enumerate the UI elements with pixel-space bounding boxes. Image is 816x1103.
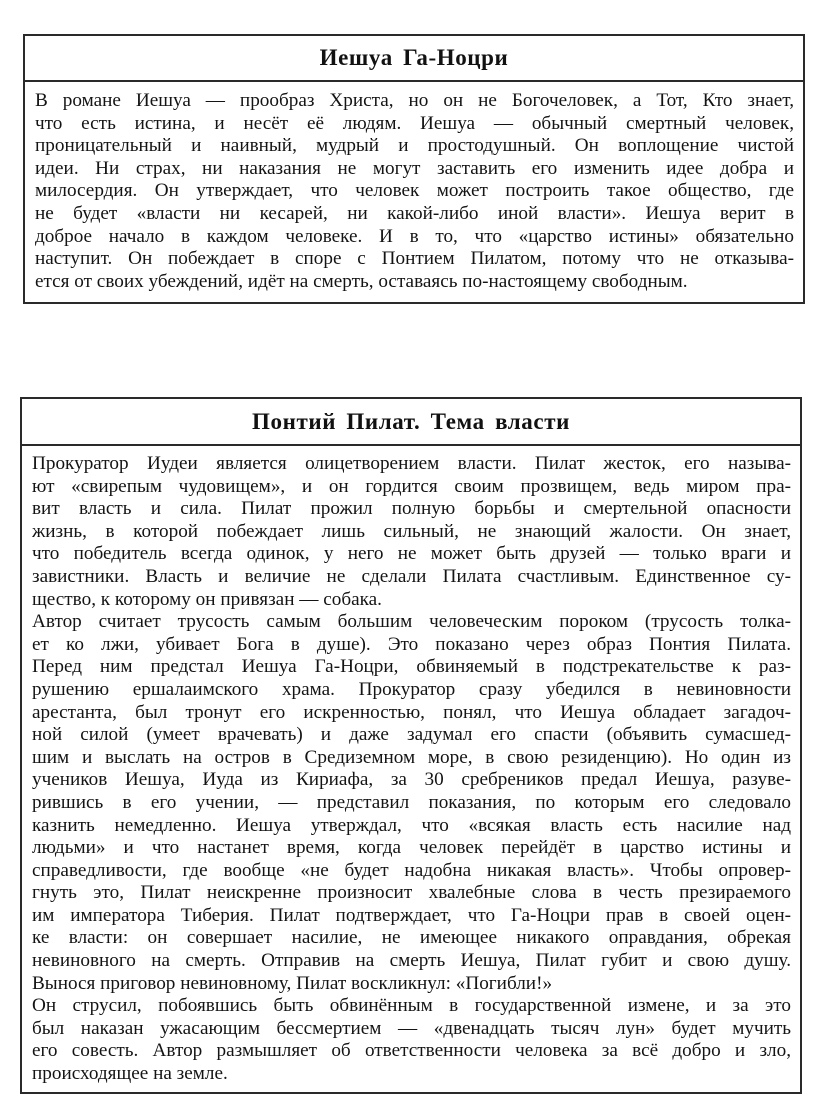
text-line: Автор считает трусость самым большим человеческим пороком (трусость толка-: [32, 611, 791, 633]
text-line: гнуть это, Пилат неискренне произносит хвалебные слова в честь презираемого: [32, 882, 791, 904]
text-line: казнить немедленно. Иешуа утверждал, что «всякая власть есть насилие над: [32, 814, 791, 836]
text-line: идеи. Ни страх, ни наказания не могут заставить его изменить идее добра и: [35, 157, 794, 179]
section-title: Понтий Пилат. Тема власти: [252, 408, 570, 434]
text-line: щество, к которому он привязан — собака.: [32, 588, 382, 610]
text-line: был наказан ужасающим бессмертием — «двенадцать тысяч лун» будет мучить: [32, 1017, 791, 1039]
text-line: вит власть и сила. Пилат прожил полную борьбы и смертельной опасности: [32, 498, 791, 520]
text-line: рившись в его учении, — представил показания, по которым его следовало: [32, 791, 791, 813]
section-pilate: [20, 397, 802, 1094]
text-line: ется от своих убеждений, идёт на смерть, оставаясь по-настоящему свободным.: [35, 270, 688, 292]
text-line: Вынося приговор невиновному, Пилат воскликнул: «Погибли!»: [32, 972, 553, 994]
text-line: что есть истина, и несёт её людям. Иешуа — обычный смертный человек,: [35, 112, 794, 134]
section-body: [25, 82, 803, 293]
text-line: что победитель всегда одинок, у него не может быть друзей — только враги и: [32, 543, 791, 565]
text-line: справедливости, где вообще «не будет надобна никакая власть». Чтобы опровер-: [32, 859, 791, 881]
section-header: [25, 36, 803, 82]
section-body: [22, 446, 800, 1086]
text-line: проницательный и наивный, мудрый и простодушный. Он воплощение чистой: [35, 135, 794, 157]
text-line: ке власти: он совершает насилие, не имеющее никакого оправдания, обрекая: [32, 927, 791, 949]
text-line: Перед ним предстал Иешуа Га-Ноцри, обвиняемый в подстрекательстве к раз-: [32, 656, 791, 678]
text-line: рушению ершалаимского храма. Прокуратор сразу убедился в невиновности: [32, 678, 791, 700]
text-line: учеников Иешуа, Иуда из Кириафа, за 30 сребреников предал Иешуа, разуве-: [32, 769, 791, 791]
section-header: [22, 399, 800, 446]
text-line: его совесть. Автор размышляет об ответственности человека за всё добро и зло,: [32, 1040, 791, 1062]
text-line: шим и выслать на остров в Средиземном море, в свою резиденцию). Но один из: [32, 746, 791, 768]
text-line: не будет «власти ни кесарей, ни какой-либо иной власти». Иешуа верит в: [35, 202, 794, 224]
text-line: Прокуратор Иудеи является олицетворением власти. Пилат жесток, его называ-: [32, 453, 791, 474]
text-line: им императора Тиберия. Пилат подтверждает, что Га-Ноцри прав в своей оцен-: [32, 904, 791, 926]
text-line: ют «свирепым чудовищем», и он гордится своим прозвищем, ведь миром пра-: [32, 475, 791, 497]
section-yeshua: [23, 34, 805, 304]
text-line: милосердия. Он утверждает, что человек может построить такое общество, где: [35, 180, 794, 202]
text-line: происходящее на земле.: [32, 1063, 228, 1085]
text-line: жизнь, в которой побеждает лишь сильный, не знающий жалости. Он знает,: [32, 520, 791, 542]
text-line: Он струсил, побоявшись быть обвинённым в государственной измене, и за это: [32, 995, 791, 1017]
text-line: завистники. Власть и величие не сделали Пилата счастливым. Единственное су-: [32, 565, 791, 587]
text-line: ной силой (умеет врачевать) и даже задумал его спасти (объявить сумасшед-: [32, 724, 791, 746]
text-line: В романе Иешуа — прообраз Христа, но он не Богочеловек, а Тот, Кто знает,: [35, 90, 794, 111]
section-title: Иешуа Га-Ноцри: [319, 45, 509, 70]
text-line: людьми» и что настанет время, когда человек перейдёт в царство истины и: [32, 837, 791, 859]
text-line: ет ко лжи, убивает Бога в душе). Это показано через образ Понтия Пилата.: [32, 633, 791, 655]
text-line: доброе начало в каждом человеке. И в то, что «царство истины» обязательно: [35, 225, 794, 247]
text-line: невиновного на смерть. Отправив на смерть Иешуа, Пилат губит и свою душу.: [32, 950, 791, 972]
text-line: арестанта, был тронут его искренностью, понял, что Иешуа обладает загадоч-: [32, 701, 791, 723]
text-line: наступит. Он побеждает в споре с Понтием Пилатом, потому что не отказыва-: [35, 248, 794, 270]
